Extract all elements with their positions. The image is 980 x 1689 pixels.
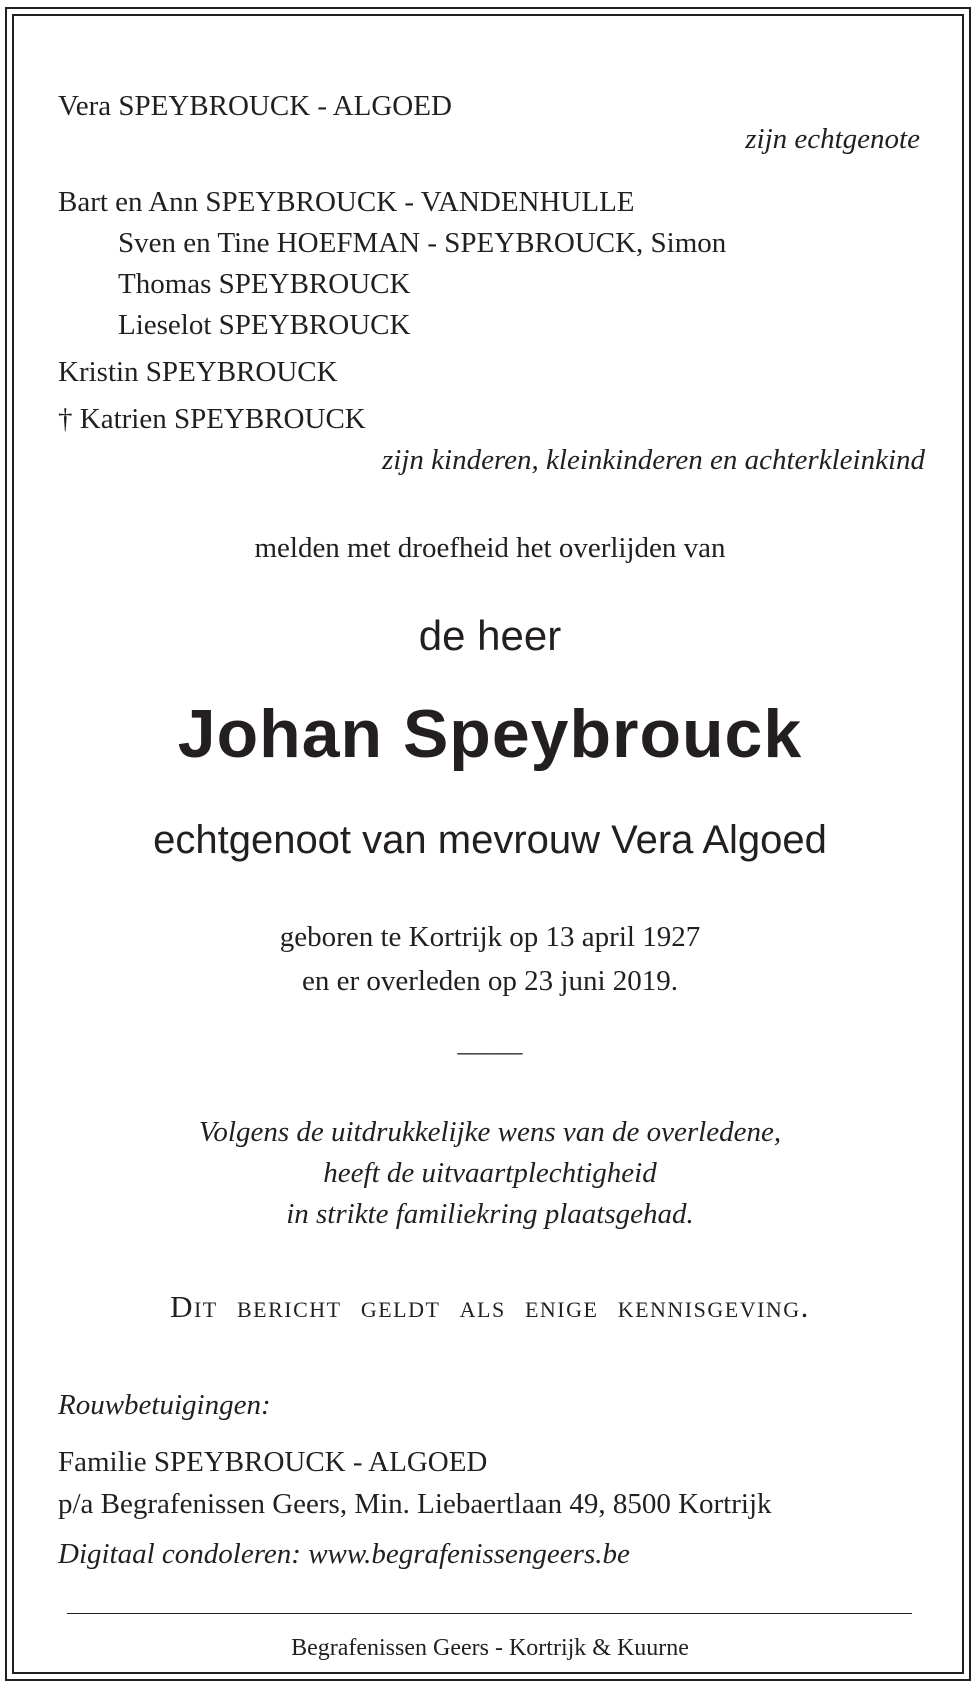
divider: _____ (457, 1028, 523, 1057)
funeral-line-2: heeft de uitvaartplechtigheid (323, 1157, 657, 1189)
deceased-name: Johan Speybrouck (177, 696, 803, 772)
family-line-3: Thomas SPEYBROUCK (118, 268, 411, 300)
notice-text: Dit bericht geldt als enige kennisgeving. (170, 1289, 810, 1324)
funeral-line-3: in strikte familiekring plaatsgehad. (286, 1198, 694, 1230)
salutation: de heer (418, 612, 562, 659)
condolences-address: p/a Begrafenissen Geers, Min. Liebaertlaan 49, 8500 Kortrijk (58, 1488, 772, 1520)
footer-rule (67, 1613, 912, 1614)
spouse-name: Vera SPEYBROUCK - ALGOED (58, 90, 452, 122)
family-line-6: † Katrien SPEYBROUCK (58, 403, 366, 435)
died-line: en er overleden op 23 juni 2019. (301, 965, 679, 997)
family-line-4: Lieselot SPEYBROUCK (118, 309, 411, 341)
condolences-website: Digitaal condoleren: www.begrafenissengeers.be (58, 1538, 630, 1570)
family-line-5: Kristin SPEYBROUCK (58, 356, 338, 388)
children-role: zijn kinderen, kleinkinderen en achterkleinkind (381, 444, 925, 476)
undertaker-name: Begrafenissen Geers - Kortrijk & Kuurne (291, 1635, 689, 1661)
intro-text: melden met droefheid het overlijden van (254, 532, 726, 564)
spouse-role: zijn echtgenote (745, 123, 920, 155)
spouse-line: echtgenoot van mevrouw Vera Algoed (153, 818, 827, 862)
born-line: geboren te Kortrijk op 13 april 1927 (279, 921, 701, 953)
funeral-line-1: Volgens de uitdrukkelijke wens van de overledene, (198, 1116, 782, 1148)
family-line-2: Sven en Tine HOEFMAN - SPEYBROUCK, Simon (118, 227, 727, 259)
condolences-family: Familie SPEYBROUCK - ALGOED (58, 1446, 488, 1478)
family-line-1: Bart en Ann SPEYBROUCK - VANDENHULLE (58, 186, 635, 218)
condolences-heading: Rouwbetuigingen: (58, 1389, 271, 1421)
